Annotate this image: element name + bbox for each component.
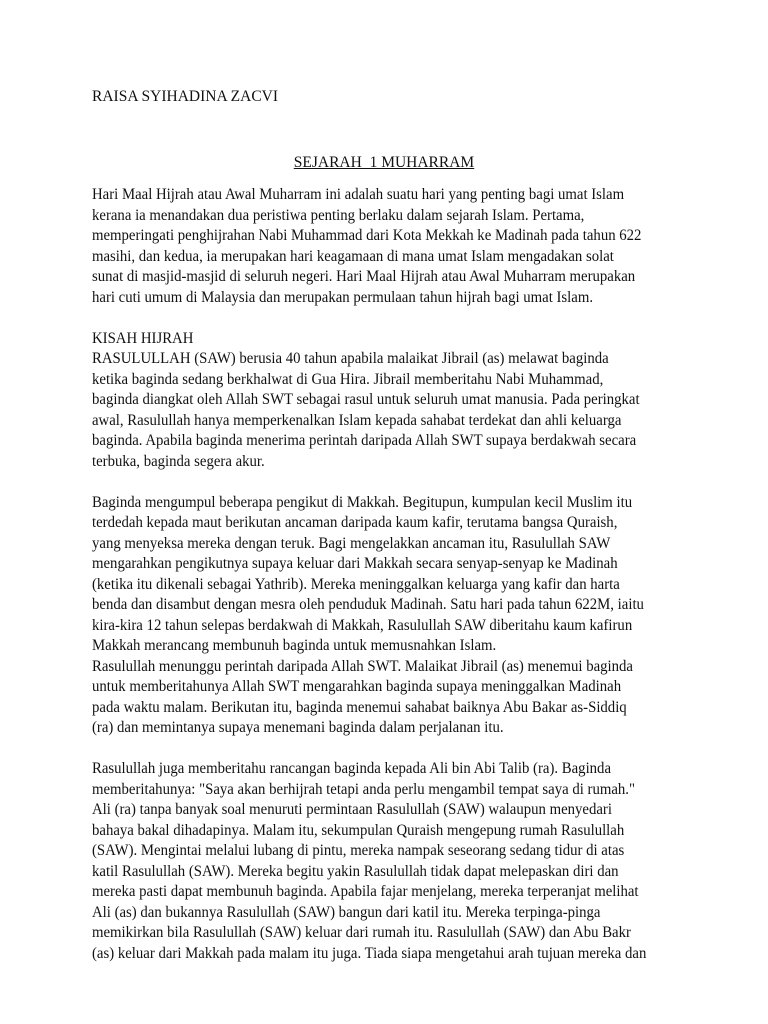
paragraph-gap bbox=[92, 472, 692, 493]
text-line: kira-kira 12 tahun selepas berdakwah di Makkah, Rasulullah SAW diberitahu kaum kafirun bbox=[92, 616, 633, 634]
text-line: memperingati penghijrahan Nabi Muhammad dari Kota Mekkah ke Madinah pada tahun 622 bbox=[92, 227, 642, 244]
text-line: (SAW). Mengintai melalui lubang di pintu, mereka nampak seseorang sedang tidur di atas bbox=[92, 842, 625, 859]
text-line: hari cuti umum di Malaysia dan merupakan permulaan tahun hijrah bagi umat Islam. bbox=[92, 288, 594, 306]
text-line: baginda diangkat oleh Allah SWT sebagai rasul untuk seluruh umat manusia. Pada peringkat bbox=[92, 391, 640, 408]
text-line: awal, Rasulullah hanya memperkenalkan Islam kepada sahabat terdekat dan ahli keluarga bbox=[92, 411, 622, 429]
document-body bbox=[92, 185, 692, 964]
text-line: yang menyeksa mereka dengan teruk. Bagi mengelakkan ancaman itu, Rasulullah SAW bbox=[92, 534, 611, 552]
text-line: pada waktu malam. Berikutan itu, baginda menemui sahabat baiknya Abu Bakar as-Siddiq bbox=[92, 698, 627, 716]
text-line: (as) keluar dari Makkah pada malam itu juga. Tiada siapa mengetahui arah tujuan mereka dan bbox=[92, 944, 647, 962]
text-line: terbuka, baginda segera akur. bbox=[92, 452, 265, 470]
text-line: memberitahunya: "Saya akan berhijrah tetapi anda perlu mengambil tempat saya di rumah." bbox=[92, 780, 636, 798]
text-line: Makkah merancang membunuh baginda untuk memusnahkan Islam. bbox=[92, 637, 497, 654]
text-line: Rasulullah juga memberitahu rancangan baginda kepada Ali bin Abi Talib (ra). Baginda bbox=[92, 760, 612, 777]
document-title: SEJARAH 1 MUHARRAM bbox=[293, 154, 475, 171]
text-line: sunat di masjid-masjid di seluruh negeri. Hari Maal Hijrah atau Awal Muharram merupakan bbox=[92, 268, 636, 285]
text-line: memikirkan bila Rasulullah (SAW) keluar dari rumah itu. Rasulullah (SAW) dan Abu Bakr bbox=[92, 924, 631, 941]
paragraph-gap bbox=[92, 308, 692, 329]
text-line: Hari Maal Hijrah atau Awal Muharram ini adalah suatu hari yang penting bagi umat Islam bbox=[92, 186, 625, 203]
author-name: RAISA SYIHADINA ZACVI bbox=[92, 88, 279, 105]
text-line: benda dan disambut dengan mesra oleh penduduk Madinah. Satu hari pada tahun 622M, iaitu bbox=[92, 596, 644, 613]
text-line: RASULULLAH (SAW) berusia 40 tahun apabila malaikat Jibrail (as) melawat baginda bbox=[92, 350, 609, 367]
text-line: KISAH HIJRAH bbox=[92, 329, 194, 347]
text-line: kerana ia menandakan dua peristiwa penting berlaku dalam sejarah Islam. Pertama, bbox=[92, 206, 585, 224]
text-line: Ali (ra) tanpa banyak soal menuruti permintaan Rasulullah (SAW) walaupun menyedari bbox=[92, 801, 612, 818]
paragraph-gap bbox=[92, 739, 692, 760]
text-line: mereka pasti dapat membunuh baginda. Apabila fajar menjelang, mereka terperanjat melihat bbox=[92, 883, 639, 900]
text-line: bahaya bakal dihadapinya. Malam itu, sekumpulan Quraish mengepung rumah Rasulullah bbox=[92, 821, 625, 839]
text-line: ketika baginda sedang berkhalwat di Gua Hira. Jibrail memberitahu Nabi Muhammad, bbox=[92, 370, 604, 388]
text-line: terdedah kepada maut berikutan ancaman daripada kaum kafir, terutama bangsa Quraish, bbox=[92, 514, 618, 531]
text-line: (ketika itu dikenali sebagai Yathrib). Mereka meninggalkan keluarga yang kafir dan harta bbox=[92, 575, 620, 593]
text-line: baginda. Apabila baginda menerima perintah daripada Allah SWT supaya berdakwah secara bbox=[92, 432, 637, 449]
text-line: Ali (as) dan bukannya Rasulullah (SAW) bangun dari katil itu. Mereka terpinga-pinga bbox=[92, 903, 601, 921]
text-line: masihi, dan kedua, ia merupakan hari keagamaan di mana umat Islam mengadakan solat bbox=[92, 247, 614, 265]
text-line: mengarahkan pengikutnya supaya keluar dari Makkah secara senyap-senyap ke Madinah bbox=[92, 555, 618, 572]
text-line: Baginda mengumpul beberapa pengikut di Makkah. Begitupun, kumpulan kecil Muslim itu bbox=[92, 493, 633, 511]
text-line: Rasulullah menunggu perintah daripada Allah SWT. Malaikat Jibrail (as) menemui baginda bbox=[92, 657, 633, 675]
text-line: untuk memberitahunya Allah SWT mengarahkan baginda supaya meninggalkan Madinah bbox=[92, 678, 622, 695]
text-line: (ra) dan memintanya supaya menemani baginda dalam perjalanan itu. bbox=[92, 719, 504, 736]
text-line: katil Rasulullah (SAW). Mereka begitu yakin Rasulullah tidak dapat melepaskan diri dan bbox=[92, 862, 619, 880]
